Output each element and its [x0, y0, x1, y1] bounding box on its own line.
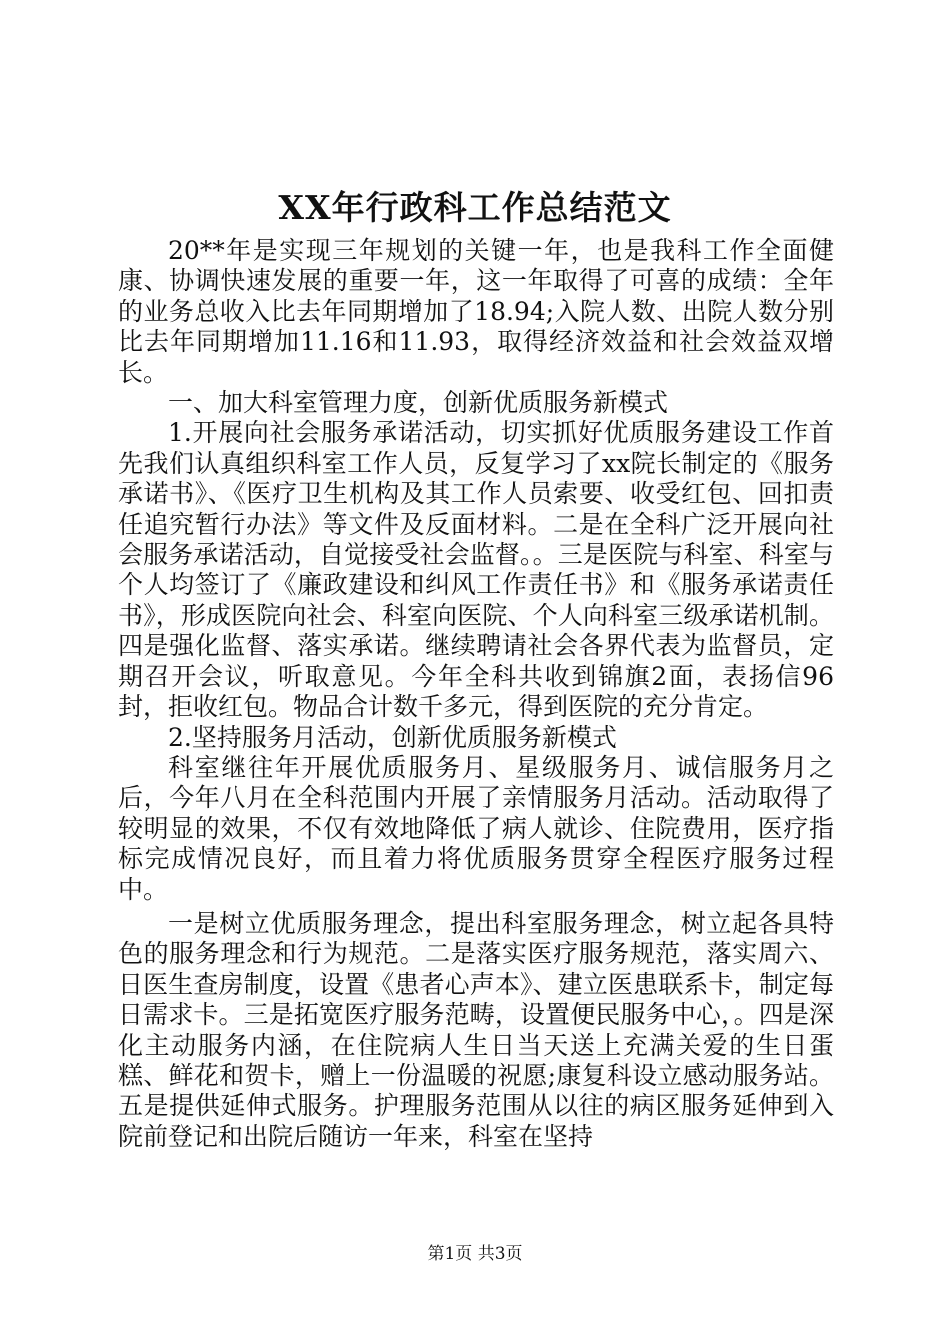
section-heading-2: 2.坚持服务月活动，创新优质服务新模式	[168, 722, 617, 752]
paragraph-service-month: 科室继往年开展优质服务月、星级服务月、诚信服务月之后，今年八月在全科范围内开展了亲情服务月活动。活动取得了较明显的效果，不仅有效地降低了病人就诊、住院费用，医疗指标完成情况良好，而且着力将优质服务贯穿全程医疗服务过程中。	[118, 752, 834, 904]
paragraph-intro: 20**年是实现三年规划的关键一年，也是我科工作全面健康、协调快速发展的重要一年，这一年取得了可喜的成绩：全年的业务总收入比去年同期增加了18.94;入院人数、出院人数分别比去年同期增加11.16和11.93，取得经济效益和社会效益双增长。	[118, 236, 834, 387]
paragraph-service-commitment: 1.开展向社会服务承诺活动，切实抓好优质服务建设工作首先我们认真组织科室工作人员，反复学习了xx院长制定的《服务承诺书》、《医疗卫生机构及其工作人员索要、收受红包、回扣责任追究暂行办法》等文件及反面材料。二是在全科广泛开展向社会服务承诺活动，自觉接受社会监督。。三是医院与科室、科室与个人均签订了《廉政建设和纠风工作责任书》和《服务承诺责任书》，形成医院向社会、科室向医院、个人向科室三级承诺机制。四是强化监督、落实承诺。继续聘请社会各界代表为监督员，定期召开会议，听取意见。今年全科共收到锦旗2面，表扬信96封，拒收红包。物品合计数千多元，得到医院的充分肯定。	[118, 418, 834, 722]
paragraph-service-measures: 一是树立优质服务理念，提出科室服务理念，树立起各具特色的服务理念和行为规范。二是落实医疗服务规范，落实周六、日医生查房制度，设置《患者心声本》、建立医患联系卡，制定每日需求卡。三是拓宽医疗服务范畴，设置便民服务中心，。四是深化主动服务内涵，在住院病人生日当天送上充满关爱的生日蛋糕、鲜花和贺卡，赠上一份温暖的祝愿;康复科设立感动服务站。五是提供延伸式服务。护理服务范围从以往的病区服务延伸到入院前登记和出院后随访一年来，科室在坚持	[118, 908, 834, 1151]
section-heading-1: 一、加大科室管理力度，创新优质服务新模式	[168, 388, 669, 418]
document-title: XX年行政科工作总结范文	[278, 188, 672, 227]
document-body	[118, 236, 834, 1152]
page-number-footer: 第1页 共3页	[427, 1244, 523, 1264]
